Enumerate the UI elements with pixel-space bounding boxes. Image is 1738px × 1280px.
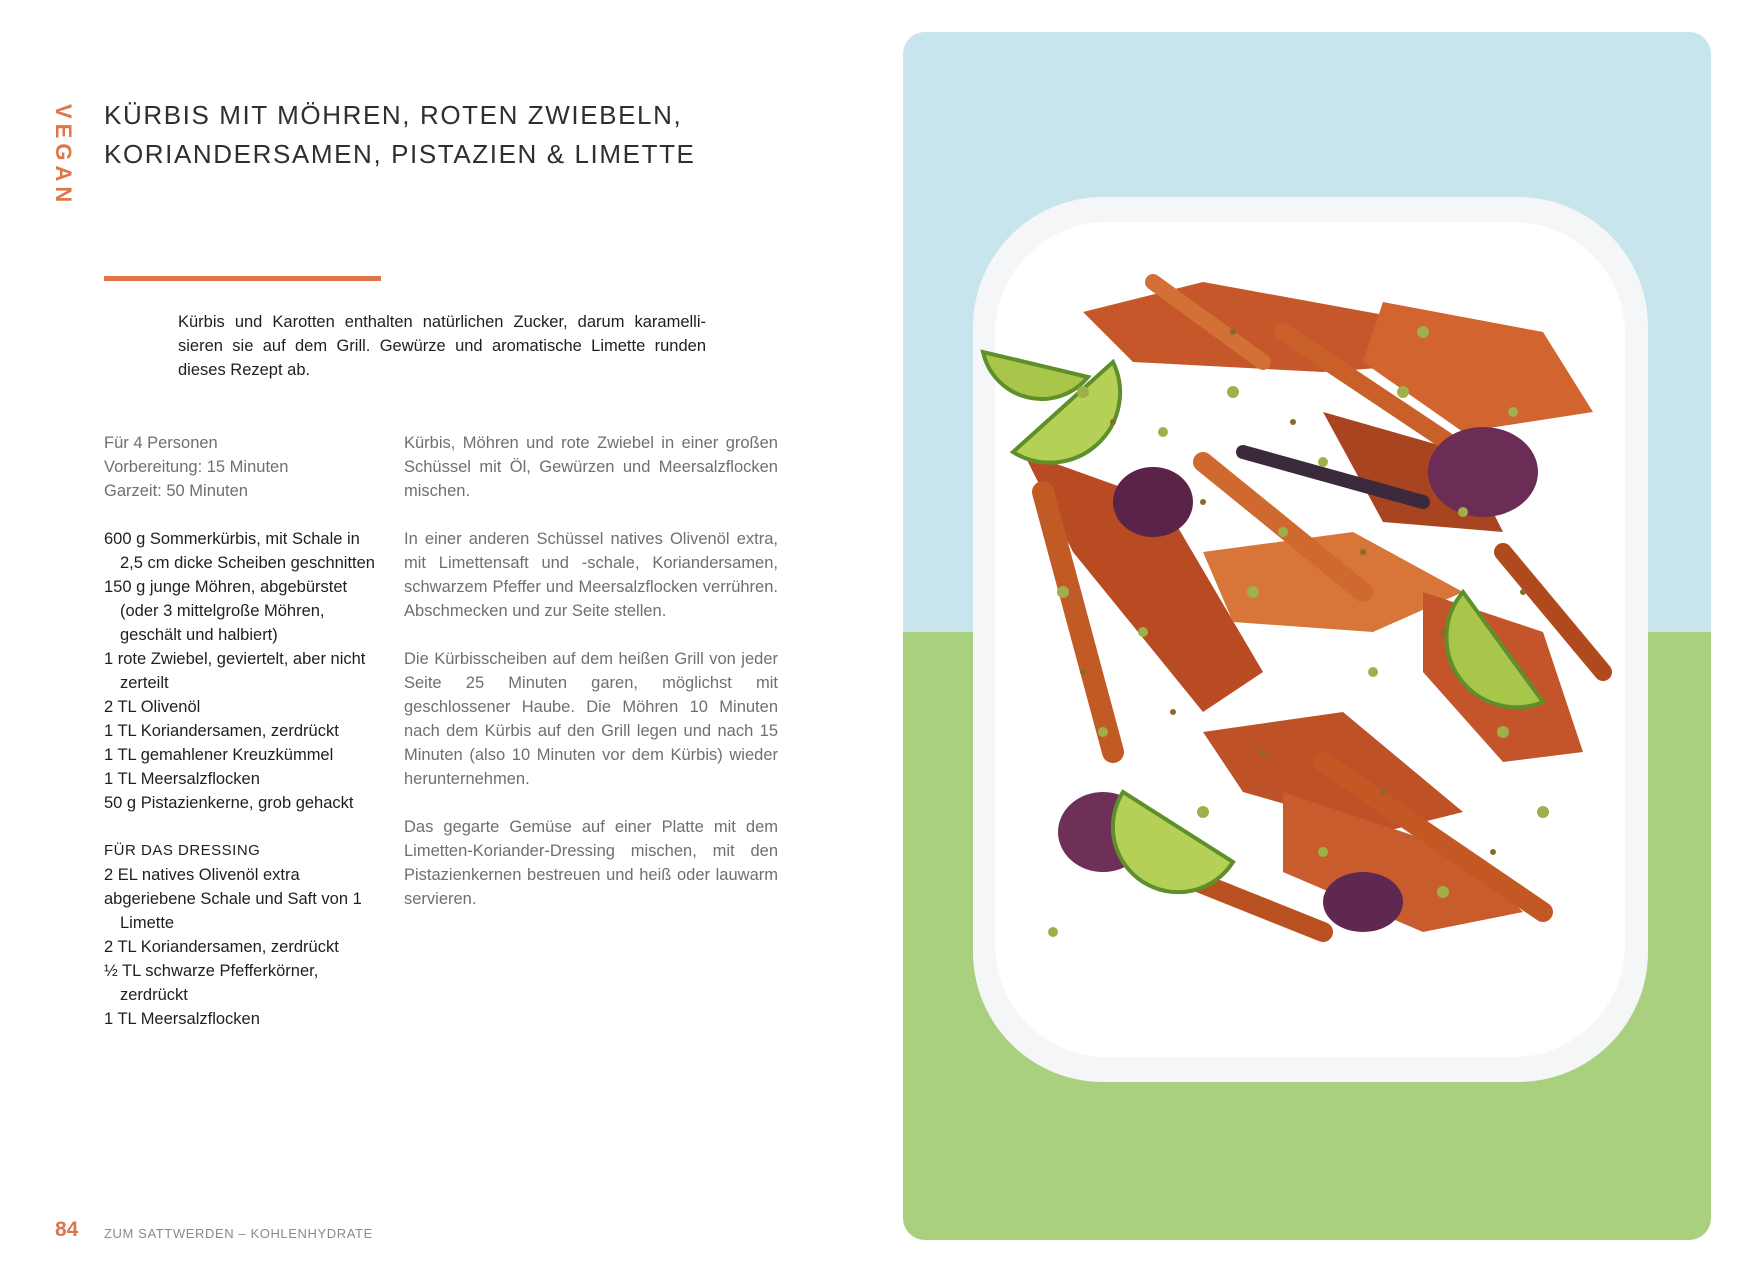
- recipe-photo: [903, 32, 1711, 1240]
- ingredient-item: 1 TL Koriandersamen, zerdrückt: [104, 722, 339, 740]
- recipe-intro: Kürbis und Karotten enthalten natürlichen Zucker, darum karamellisieren sie auf dem Grill. Gewürze und aromatische Limette runden dieses Rezept ab.: [178, 313, 706, 379]
- recipe-meta: [104, 431, 384, 503]
- ingredient-item: 50 g Pistazienkerne, grob gehackt: [104, 794, 354, 812]
- vegan-tag: VEGAN: [51, 104, 76, 208]
- ingredient-item: 1 rote Zwiebel, geviertelt, aber nicht zerteilt: [104, 650, 366, 692]
- servings: Für 4 Personen: [104, 434, 218, 452]
- page-number: 84: [55, 1218, 79, 1241]
- accent-rule: [104, 276, 381, 281]
- dressing-item: abgeriebene Schale und Saft von 1 Limette: [104, 890, 362, 932]
- method-step: Kürbis, Möhren und rote Zwiebel in einer großen Schüssel mit Öl, Gewürzen und Meersalzflocken mischen.: [404, 434, 778, 500]
- dressing-item: 2 EL natives Olivenöl extra: [104, 866, 300, 884]
- dressing-item: 1 TL Meersalzflocken: [104, 1010, 260, 1028]
- dressing-item: 2 TL Koriandersamen, zerdrückt: [104, 938, 339, 956]
- recipe-title-line-2: KORIANDERSAMEN, PISTAZIEN & LIMETTE: [104, 139, 696, 169]
- ingredient-list: [104, 527, 384, 1031]
- method-step: Die Kürbisscheiben auf dem heißen Grill von jeder Seite 25 Minuten garen, möglichst mit geschlossener Haube. Die Möhren 10 Minuten nach dem Kürbis auf den Grill legen und nach 15 Minuten (also 10 Minuten vor dem Kürbis) wieder herunternehmen.: [404, 650, 778, 788]
- dressing-item: ½ TL schwarze Pfefferkörner, zerdrückt: [104, 962, 319, 1004]
- method-step: In einer anderen Schüssel natives Olivenöl extra, mit Limettensaft und -schale, Koriandersamen, schwarzem Pfeffer und Meersalzflocken verrühren. Abschmecken und zur Seite stellen.: [404, 530, 778, 620]
- ingredient-item: 2 TL Olivenöl: [104, 698, 201, 716]
- running-footer: ZUM SATTWERDEN – KOHLENHYDRATE: [104, 1226, 373, 1241]
- ingredient-item: 1 TL gemahlener Kreuzkümmel: [104, 746, 334, 764]
- ingredient-item: 1 TL Meersalzflocken: [104, 770, 260, 788]
- method-steps: [404, 431, 778, 935]
- recipe-title-line-1: KÜRBIS MIT MÖHREN, ROTEN ZWIEBELN,: [104, 100, 683, 130]
- prep-time: Vorbereitung: 15 Minuten: [104, 458, 289, 476]
- dressing-heading: FÜR DAS DRESSING: [104, 842, 261, 859]
- ingredient-item: 600 g Sommerkürbis, mit Schale in 2,5 cm dicke Scheiben geschnitten: [104, 530, 375, 572]
- recipe-photo-illustration: [903, 32, 1711, 1240]
- method-step: Das gegarte Gemüse auf einer Platte mit dem Limetten-Koriander-Dressing mischen, mit den Pistazienkernen bestreuen und heiß oder lauwarm servieren.: [404, 818, 778, 908]
- recipe-title: [104, 96, 824, 174]
- ingredient-item: 150 g junge Möhren, abgebürstet (oder 3 mittelgroße Möhren, geschält und halbiert): [104, 578, 348, 644]
- cook-time: Garzeit: 50 Minuten: [104, 482, 248, 500]
